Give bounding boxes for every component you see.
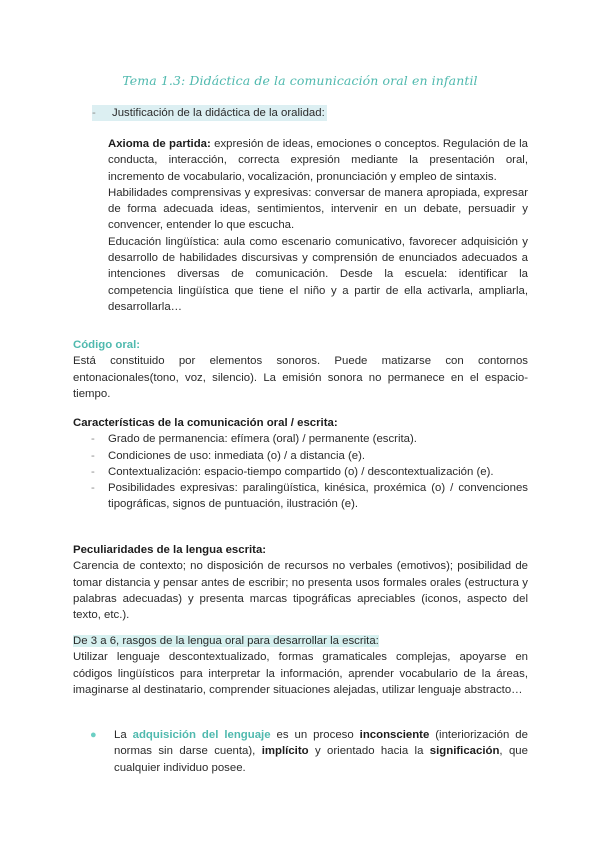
bullet-icon: ●	[90, 729, 97, 741]
inconsciente-keyword: inconsciente	[359, 729, 430, 741]
peculiaridades-text: Carencia de contexto; no disposición de recursos no verbales (emotivos); posibilidad de tomar distancia y pensar antes de escribir; no presenta usos formales orales (estructura y palabras adecuadas) y presenta marcas tipográficas apreciables (iconos, aspecto del texto, etc.).	[73, 560, 528, 622]
rasgos-text: Utilizar lenguaje descontextualizado, formas gramaticales complejas, apoyarse en códigos lingüísticos para interpretar la información, aprender vocabulario de la áreas, imaginarse al destinatario, comprender situaciones alejadas, utilizar lenguaje abstracto…	[73, 651, 528, 696]
justificacion-heading: Justificación de la didáctica de la oralidad:	[112, 105, 327, 121]
caracteristicas-list	[73, 431, 528, 512]
implicito-keyword: implícito	[261, 745, 309, 758]
educacion-paragraph: Educación lingüística: aula como escenario comunicativo, favorecer adquisición y desarrollo de habilidades discursivas y comprensión de enunciados adecuados a intenciones diversas de comunicación. Desde la escuela: identificar la competencia lingüística que tiene el niño y a partir de ella activarla, ampliarla, desarrollarla…	[108, 235, 528, 313]
habilidades-paragraph: Habilidades comprensivas y expresivas: conversar de manera apropiada, expresar de forma adecuada ideas, sentimientos, intervenir en un debate, persuadir y convencer, entender lo que escucha.	[108, 186, 528, 232]
significacion-keyword: significación	[429, 745, 500, 758]
caracteristicas-section	[73, 415, 528, 513]
list-item: - Contextualización: espacio-tiempo compartido (o) / descontextualización (e).	[91, 465, 494, 478]
peculiaridades-section	[73, 542, 528, 623]
list-item: - Grado de permanencia: efímera (oral) / permanente (escrita).	[91, 433, 417, 446]
caracteristicas-heading: Características de la comunicación oral / escrita:	[73, 417, 338, 429]
page-title: Tema 1.3: Didáctica de la comunicación oral en infantil	[122, 73, 478, 88]
adquisicion-keyword: adquisición del lenguaje	[132, 729, 271, 741]
axioma-text: expresión de ideas, emociones o conceptos. Regulación de la conducta, interacción, correcta expresión mediante la presentación oral, incremento de vocabulario, vocalización, pronunciación y empleo de sintaxis.	[108, 138, 528, 183]
section-justificacion-heading	[92, 105, 512, 121]
rasgos-section	[73, 633, 528, 698]
list-item: - Condiciones de uso: inmediata (o) / a distancia (e).	[91, 449, 366, 462]
list-item: - Posibilidades expresivas: paralingüística, kinésica, proxémica (o) / convenciones tipográficas, signos de puntuación, ilustración (e).	[91, 482, 528, 511]
rasgos-heading: De 3 a 6, rasgos de la lengua oral para desarrollar la escrita:	[73, 635, 379, 647]
axioma-paragraph	[108, 136, 528, 185]
dash-marker: -	[92, 105, 112, 121]
axioma-label: Axioma de partida:	[108, 138, 211, 150]
peculiaridades-heading: Peculiaridades de la lengua escrita:	[73, 544, 267, 556]
justificacion-body	[108, 136, 528, 315]
codigo-oral-heading: Código oral:	[73, 339, 141, 351]
adquisicion-bullet	[90, 727, 528, 776]
codigo-oral-section	[73, 337, 528, 402]
codigo-oral-text: Está constituido por elementos sonoros. Puede matizarse con contornos entonacionales(tono, voz, silencio). La emisión sonora no permanece en el espacio-tiempo.	[73, 355, 528, 400]
rasgos-heading-line	[73, 633, 528, 649]
adquisicion-text: La adquisición del lenguaje es un proceso inconsciente (interiorización de normas sin darse cuenta), implícito y orientado hacia la significación, que cualquier individuo posee.	[114, 729, 528, 774]
